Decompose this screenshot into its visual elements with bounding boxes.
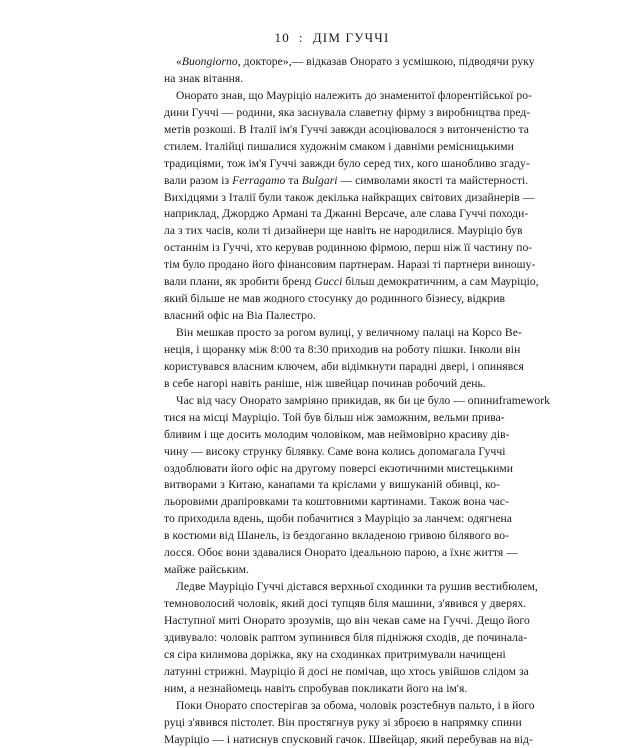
text-fragment: метів розкоші. В Італії ім'я Гуччі завжди асоціювалося з витонченістю та bbox=[164, 123, 529, 136]
text-fragment: Ледве Мауріціо Гуччі дістався верхньої сходинки та рушив вестибюлем, bbox=[176, 580, 538, 593]
text-fragment: Мауріціо — і натиснув спусковий гачок. Швейцар, який перебував на від- bbox=[164, 733, 533, 746]
text-line bbox=[164, 613, 500, 630]
text-fragment: руці з'явився пістолет. Він простягнув руку зі зброєю в напрямку спини bbox=[164, 716, 522, 729]
text-line bbox=[164, 511, 500, 528]
running-head bbox=[164, 30, 500, 46]
text-fragment: темноволосий чоловік, який досі тупцяв біля машини, з'явився у дверях. bbox=[164, 597, 526, 610]
text-fragment: — символами якості та майстерності. bbox=[338, 174, 529, 187]
italic-fragment: Bulgari bbox=[302, 174, 338, 187]
text-line bbox=[164, 54, 500, 71]
text-line bbox=[164, 105, 500, 122]
text-line bbox=[164, 461, 500, 478]
text-line bbox=[164, 88, 500, 105]
text-line bbox=[164, 139, 500, 156]
text-line bbox=[164, 291, 500, 308]
text-fragment: ла з тих часів, коли ті дизайнери ще навіть не народилися. Мауріціо був bbox=[164, 224, 523, 237]
text-fragment: та bbox=[285, 174, 301, 187]
text-line bbox=[164, 528, 500, 545]
text-line bbox=[164, 156, 500, 173]
text-fragment: вали плани, як зробити бренд bbox=[164, 275, 314, 288]
italic-fragment: Buongiorno bbox=[182, 55, 238, 68]
text-fragment: дини Гуччі — родини, яка заснувала славетну фірму з виробництва пред- bbox=[164, 106, 530, 119]
text-line bbox=[164, 579, 500, 596]
text-fragment: який більше не мав жодного стосунку до родинного бізнесу, відкрив bbox=[164, 292, 505, 305]
text-line bbox=[164, 681, 500, 698]
text-fragment: лосся. Обоє вони здавалися Онорато ідеальною парою, а їхнє життя — bbox=[164, 546, 518, 559]
text-fragment: Вихідцями з Італії були також декілька найкращих світових дизайнерів — bbox=[164, 191, 534, 204]
text-line bbox=[164, 562, 500, 579]
text-line bbox=[164, 190, 500, 207]
text-line bbox=[164, 71, 500, 88]
text-fragment: то приходила вдень, щоби побачитися з Мауріціо за ланчем: одягнена bbox=[164, 512, 512, 525]
text-line bbox=[164, 376, 500, 393]
text-line bbox=[164, 647, 500, 664]
text-line bbox=[164, 715, 500, 732]
text-fragment: вали разом із bbox=[164, 174, 232, 187]
text-fragment: , докторе»,— відказав Онорато з усмішкою, підводячи руку bbox=[238, 55, 535, 68]
header-separator: : bbox=[299, 30, 304, 46]
text-fragment: Поки Онорато спостерігав за обома, чоловік розстебнув пальто, і в його bbox=[176, 699, 535, 712]
text-line bbox=[164, 545, 500, 562]
text-line bbox=[164, 444, 500, 461]
text-line bbox=[164, 223, 500, 240]
text-line bbox=[164, 630, 500, 647]
text-fragment: ся сіра килимова доріжка, яку на сходинках притримували начищені bbox=[164, 648, 506, 661]
text-fragment: льоровими драпіровками та коштовними картинами. Також вона час- bbox=[164, 495, 509, 508]
text-fragment: чину — високу струнку білявку. Саме вона колись допомагала Гуччі bbox=[164, 445, 506, 458]
text-fragment: на знак вітання. bbox=[164, 72, 243, 85]
text-fragment: власний офіс на Віа Палестро. bbox=[164, 309, 316, 322]
text-fragment: здивувало: чоловік раптом зупинився біля підніжжя сходів, де починала- bbox=[164, 631, 527, 644]
text-line bbox=[164, 342, 500, 359]
text-fragment: Наступної миті Онорато зрозумів, що він чекав саме на Гуччі. Дещо його bbox=[164, 614, 530, 627]
text-line bbox=[164, 173, 500, 190]
text-fragment: традиціями, тож ім'я Гуччі завжди було серед тих, кого шанобливо згаду- bbox=[164, 157, 530, 170]
italic-fragment: Ferragamo bbox=[232, 174, 285, 187]
text-fragment: тім було продано його фінансовим партнерам. Наразі ті партнери виношу- bbox=[164, 258, 535, 271]
text-line bbox=[164, 240, 500, 257]
text-line bbox=[164, 477, 500, 494]
italic-fragment: Gucci bbox=[314, 275, 342, 288]
text-line bbox=[164, 427, 500, 444]
text-fragment: тися на місці Мауріціо. Той був більш ніж заможним, вельми прива- bbox=[164, 411, 505, 424]
text-fragment: в костюми від Шанель, із бездоганно вкладеною гривою білявого во- bbox=[164, 529, 509, 542]
text-fragment: останнім із Гуччі, хто керував родинною фірмою, перш ніж її частину по- bbox=[164, 241, 532, 254]
text-fragment: стилем. Італійці пишалися художнім смаком і давніми ремісницькими bbox=[164, 140, 514, 153]
text-line bbox=[164, 206, 500, 223]
running-title: ДІМ ГУЧЧІ bbox=[313, 30, 390, 45]
text-line bbox=[164, 359, 500, 376]
text-line bbox=[164, 274, 500, 291]
page-number: 10 bbox=[275, 30, 290, 45]
text-line bbox=[164, 494, 500, 511]
text-fragment: наприклад, Джорджо Армані та Джанні Версаче, але слава Гуччі походи- bbox=[164, 207, 528, 220]
text-line bbox=[164, 308, 500, 325]
text-line bbox=[164, 393, 500, 410]
text-line bbox=[164, 122, 500, 139]
text-fragment: Він мешкав просто за рогом вулиці, у величному палаці на Корсо Ве- bbox=[176, 326, 522, 339]
text-fragment: бливим і ще досить молодим чоловіком, мав неймовірно красиву дів- bbox=[164, 428, 510, 441]
text-line bbox=[164, 257, 500, 274]
text-fragment: більш демократичним, а сам Мауріціо, bbox=[342, 275, 538, 288]
text-line bbox=[164, 410, 500, 427]
text-fragment: неція, і щоранку між 8:00 та 8:30 приходив на роботу пішки. Інколи він bbox=[164, 343, 520, 356]
text-fragment: оздоблювати його офіс на другому поверсі екзотичними мистецькими bbox=[164, 462, 513, 475]
text-fragment: майже райським. bbox=[164, 563, 249, 576]
text-fragment: Онорато знав, що Мауріціо належить до знаменитої флорентійської ро- bbox=[176, 89, 532, 102]
book-page bbox=[164, 0, 500, 630]
body-text bbox=[164, 54, 500, 748]
text-fragment: латунні стрижні. Мауріціо й досі не помічав, що хтось увійшов слідом за bbox=[164, 665, 529, 678]
text-fragment: витворами з Китаю, канапами та кріслами у вишуканій обивці, ко- bbox=[164, 478, 500, 491]
text-fragment: Час від часу Онорато замріяно прикидав, як би це було — опиниframework bbox=[176, 394, 550, 407]
text-line bbox=[164, 698, 500, 715]
text-line bbox=[164, 664, 500, 681]
text-fragment: « bbox=[176, 55, 182, 68]
text-fragment: користувався власним ключем, аби відімкнути парадні двері, і опинявся bbox=[164, 360, 524, 373]
text-fragment: ним, а незнайомець навіть спробував покликати його на ім'я. bbox=[164, 682, 467, 695]
text-fragment: в себе нагорі навіть раніше, ніж швейцар починав робочий день. bbox=[164, 377, 486, 390]
text-line bbox=[164, 596, 500, 613]
text-line bbox=[164, 732, 500, 748]
text-line bbox=[164, 325, 500, 342]
